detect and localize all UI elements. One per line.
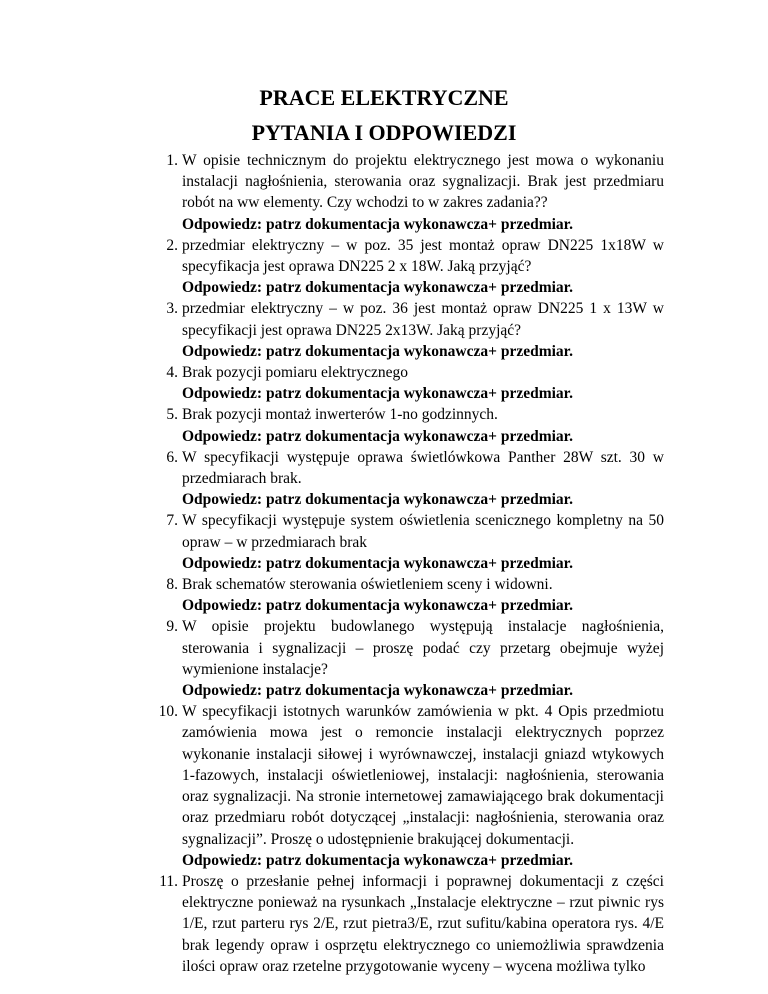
qa-answer: Odpowiedz: patrz dokumentacja wykonawcza+ przedmiar. <box>182 279 574 297</box>
qa-item <box>144 404 664 446</box>
qa-answer: Odpowiedz: patrz dokumentacja wykonawcza+ przedmiar. <box>182 851 574 869</box>
qa-item <box>144 510 664 574</box>
qa-answer: Odpowiedz: patrz dokumentacja wykonawcza+ przedmiar. <box>182 427 574 445</box>
qa-item <box>144 150 664 235</box>
qa-answer: Odpowiedz: patrz dokumentacja wykonawcza+ przedmiar. <box>182 554 574 572</box>
qa-item-number-text: 2. <box>166 236 178 254</box>
qa-item-number-text: 6. <box>166 448 178 466</box>
qa-list <box>144 150 664 977</box>
qa-item-number-text: 1. <box>166 152 178 169</box>
document-subtitle-text: PYTANIA I ODPOWIEDZI <box>251 120 517 145</box>
qa-answer: Odpowiedz: patrz dokumentacja wykonawcza+ przedmiar. <box>182 342 574 360</box>
document-subtitle <box>0 120 768 146</box>
qa-item-number-text: 5. <box>166 406 178 424</box>
qa-item-number-text: 9. <box>166 618 178 636</box>
qa-item <box>144 362 664 404</box>
qa-question: W specyfikacji występuje system oświetlenia scenicznego kompletny na 50 opraw – w przedmiarach brak <box>182 512 664 551</box>
qa-question: W specyfikacji występuje oprawa świetlówkowa Panther 28W szt. 30 w przedmiarach brak. <box>182 448 664 488</box>
qa-item-number-text: 8. <box>166 576 178 594</box>
qa-question: W opisie technicznym do projektu elektrycznego jest mowa o wykonaniu instalacji nagłośnienia, sterowania oraz sygnalizacji. Brak jest przedmiaru robót na ww elementy. Czy wchodzi to w zakres zadania?? <box>182 152 664 212</box>
qa-item <box>144 701 664 871</box>
qa-question: W specyfikacji istotnych warunków zamówienia w pkt. 4 Opis przedmiotu zamówienia mowa jest o remoncie instalacji elektrycznych poprzez wykonanie instalacji siłowej i wyrównawczej, instalacji gniazd wtykowych 1-fazowych, instalacji oświetleniowej, instalacji: nagłośnienia, sterowania oraz sygnalizacji. Na stronie internetowej zamawiającego brak dokumentacji oraz przedmiaru robót dotyczącej „instalacji: nagłośnienia, sterowania oraz sygnalizacji”. Proszę o udostępnienie brakującej dokumentacji. <box>182 703 664 848</box>
qa-item-number-text: 7. <box>166 512 178 530</box>
qa-item <box>144 616 664 701</box>
qa-answer: Odpowiedz: patrz dokumentacja wykonawcza+ przedmiar. <box>182 215 574 233</box>
qa-question: Proszę o przesłanie pełnej informacji i poprawnej dokumentacji z części elektryczne ponieważ na rysunkach „Instalacje elektryczne – rzut piwnic rys 1/E, rzut parteru rys 2/E, rzut pietra3/E, rzut sufitu/kabina operatora rys. 4/E brak legendy opraw i osprzętu elektrycznego co uniemożliwia sprawdzenia ilości opraw oraz rzetelne przygotowanie wyceny – wycena możliwa tylko <box>182 872 664 975</box>
qa-item <box>144 298 664 362</box>
qa-question: Brak schematów sterowania oświetleniem sceny i widowni. <box>182 576 553 594</box>
qa-question: przedmiar elektryczny – w poz. 35 jest montaż opraw DN225 1x18W w specyfikacja jest oprawa DN225 2 x 18W. Jaką przyjąć? <box>182 236 664 276</box>
qa-item <box>144 447 664 511</box>
qa-item-number-text: 4. <box>166 364 178 382</box>
qa-item-number-text: 3. <box>166 300 178 318</box>
qa-item-number-text: 10. <box>158 703 178 721</box>
qa-question: Brak pozycji pomiaru elektrycznego <box>182 364 408 382</box>
qa-answer: Odpowiedz: patrz dokumentacja wykonawcza+ przedmiar. <box>182 385 574 403</box>
qa-item <box>144 235 664 299</box>
document-title-text: PRACE ELEKTRYCZNE <box>259 85 509 110</box>
document-title <box>0 85 768 111</box>
qa-item <box>144 574 664 616</box>
qa-item-number-text: 11. <box>159 872 178 890</box>
qa-answer: Odpowiedz: patrz dokumentacja wykonawcza+ przedmiar. <box>182 491 574 509</box>
qa-question: przedmiar elektryczny – w poz. 36 jest montaż opraw DN225 1 x 13W w specyfikacji jest oprawa DN225 2x13W. Jaką przyjąć? <box>182 300 664 339</box>
qa-item <box>144 871 664 977</box>
qa-question: W opisie projektu budowlanego występują instalacje nagłośnienia, sterowania i sygnalizacji – proszę podać czy przetarg obejmuje wyżej wymienione instalacje? <box>182 618 664 678</box>
qa-question: Brak pozycji montaż inwerterów 1-no godzinnych. <box>182 406 498 424</box>
qa-answer: Odpowiedz: patrz dokumentacja wykonawcza+ przedmiar. <box>182 682 574 700</box>
qa-answer: Odpowiedz: patrz dokumentacja wykonawcza+ przedmiar. <box>182 597 574 615</box>
